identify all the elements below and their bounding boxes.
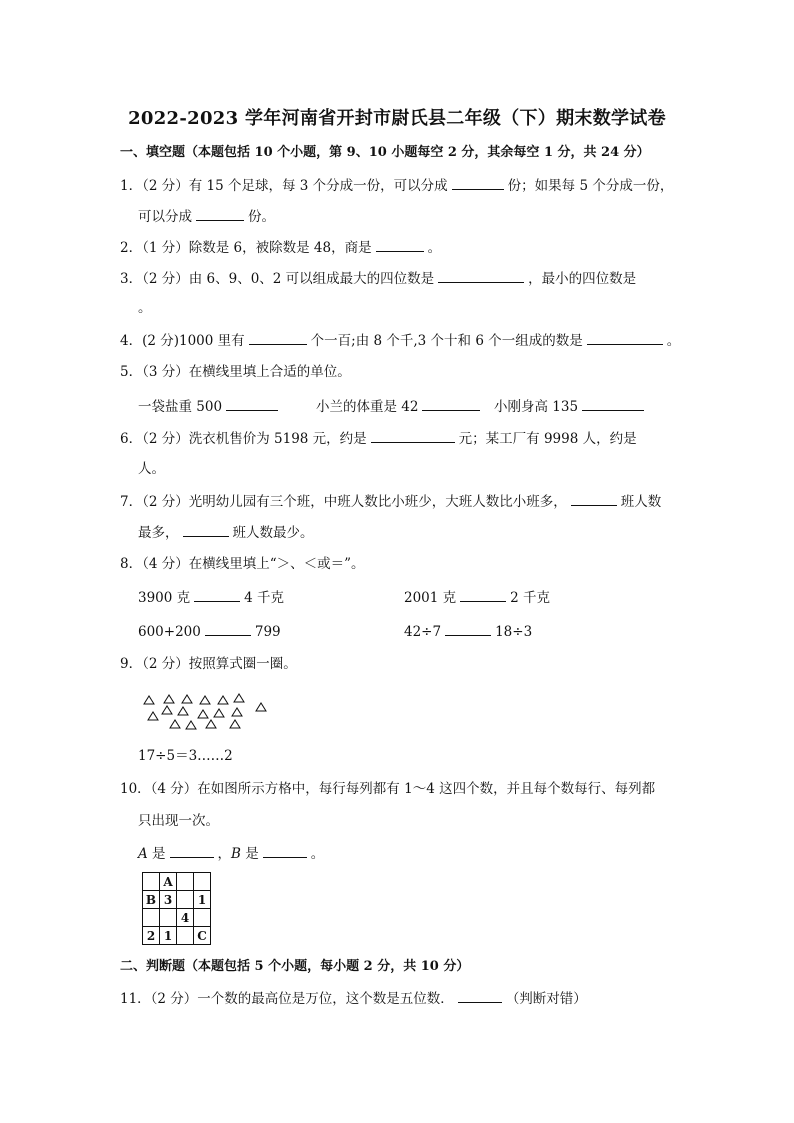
answer-blank[interactable] [460,587,506,602]
q11-text-b: （判断对错） [505,991,587,1007]
q3-text-a: 3．（2 分）由 6、9、0、2 可以组成最大的四位数是 [120,271,435,287]
q7-text-c: 最多， [138,525,179,541]
q8-item-1-left: 3900 克 [138,590,191,606]
triangle-icon[interactable] [178,707,188,715]
grid-cell: B [143,891,160,909]
q8-item-3-left: 600+200 [138,624,201,640]
triangle-icon[interactable] [144,696,154,704]
triangle-icon[interactable] [198,710,208,718]
question-10-line-2: 只出现一次。 [138,813,219,829]
grid-cell [194,873,211,891]
grid-cell: 4 [177,909,194,927]
q10-var-b: B [231,846,241,862]
question-3-line-2: 。 [138,300,152,316]
answer-blank[interactable] [249,330,307,345]
q6-text-b: 元；某工厂有 9998 人，约是 [458,431,637,447]
q8-item-4-left: 42÷7 [404,624,442,640]
triangle-icon[interactable] [256,703,266,711]
grid-cell [143,909,160,927]
section-2-heading: 二、判断题（本题包括 5 个小题，每小题 2 分，共 10 分） [120,959,470,974]
answer-blank[interactable] [438,268,524,283]
grid-cell [177,873,194,891]
q8-item-3 [138,621,281,642]
question-6-line-1 [120,428,637,449]
triangle-icon[interactable] [206,720,216,728]
grid-cell: 3 [160,891,177,909]
q5-item-1 [138,396,282,417]
grid-cell: 1 [194,891,211,909]
answer-blank[interactable] [170,843,214,858]
q10-text: 是 [147,846,166,862]
q2-text-b: 。 [427,240,442,256]
q10-text: ， [217,846,232,862]
triangle-icon[interactable] [218,696,228,704]
answer-blank[interactable] [194,587,240,602]
answer-blank[interactable] [226,396,278,411]
question-1-line-2 [138,206,275,227]
answer-blank[interactable] [458,988,502,1003]
q4-text-c: 。 [666,333,681,349]
q8-item-3-right: 799 [254,624,281,640]
q2-text-a: 2．（1 分）除数是 6，被除数是 48，商是 [120,240,372,256]
question-1-line-1 [120,175,673,196]
grid-cell [194,909,211,927]
q8-item-4-right: 18÷3 [495,624,533,640]
question-4 [120,330,680,351]
q10-text: 。 [310,846,325,862]
q7-text-b: 班人数 [620,494,662,510]
grid-cell: 1 [160,927,177,945]
answer-blank[interactable] [587,330,663,345]
section-1-heading: 一、填空题（本题包括 10 个小题，第 9、10 小题每空 2 分，其余每空 1 分，共 24 分） [120,145,650,160]
question-7-line-1 [120,491,661,512]
question-10-line-3 [138,843,324,864]
q9-formula: 17÷5＝3……2 [138,748,233,764]
triangle-icon[interactable] [148,712,158,720]
q1-text-d: 份。 [248,209,275,225]
q8-item-2-left: 2001 克 [404,590,457,606]
triangle-icon[interactable] [164,695,174,703]
q10-text: 是 [240,846,259,862]
q5-item-1-text: 一袋盐重 500 [138,399,223,415]
answer-blank[interactable] [205,621,251,636]
answer-blank[interactable] [445,621,491,636]
q5-item-3 [494,396,648,417]
grid-cell: A [160,873,177,891]
q10-var-a: A [138,846,148,862]
q8-item-4 [404,621,532,642]
question-7-line-2 [138,522,314,543]
grid-cell [143,873,160,891]
q1-text-b: 份；如果每 5 个分成一份， [507,178,674,194]
q7-text-a: 7．（2 分）光明幼儿园有三个班，中班人数比小班少，大班人数比小班多， [120,494,567,510]
number-grid [142,872,211,945]
grid-cell [177,927,194,945]
question-6-line-2: 人。 [138,461,165,477]
answer-blank[interactable] [183,522,229,537]
grid-cell [160,909,177,927]
triangles-figure [138,690,278,730]
question-10-line-1: 10．（4 分）在如图所示方格中，每行每列都有 1～4 这四个数，并且每个数每行、每列都 [120,781,656,797]
q6-text-a: 6．（2 分）洗衣机售价为 5198 元，约是 [120,431,367,447]
q4-text-a: 4．(2 分)1000 里有 [120,333,245,349]
q8-item-2-right: 2 千克 [510,590,551,606]
answer-blank[interactable] [571,491,617,506]
answer-blank[interactable] [422,396,480,411]
answer-blank[interactable] [582,396,644,411]
question-8: 8．（4 分）在横线里填上“＞、＜或＝”。 [120,556,365,572]
q4-text-b: 个一百;由 8 个千,3 个十和 6 个一组成的数是 [310,333,583,349]
q5-item-2-text: 小兰的体重是 42 [316,399,419,415]
answer-blank[interactable] [452,175,504,190]
question-11 [120,988,587,1009]
q5-item-2 [316,396,484,417]
triangle-icon[interactable] [230,720,240,728]
q5-item-3-text: 小刚身高 135 [494,399,579,415]
grid-cell: C [194,927,211,945]
triangle-icon[interactable] [232,708,242,716]
q7-text-d: 班人数最少。 [232,525,314,541]
q8-item-1-right: 4 千克 [244,590,285,606]
answer-blank[interactable] [371,428,455,443]
question-3-line-1 [120,268,636,289]
question-2 [120,237,441,258]
q11-text-a: 11．（2 分）一个数的最高位是万位，这个数是五位数． [120,991,454,1007]
triangle-icon[interactable] [162,706,172,714]
paper-title: 2022-2023 学年河南省开封市尉氏县二年级（下）期末数学试卷 [128,108,666,129]
grid-cell [177,891,194,909]
triangle-icon[interactable] [170,720,180,728]
triangle-icon[interactable] [182,695,192,703]
triangle-icon[interactable] [214,709,224,717]
q1-text-a: 1．（2 分）有 15 个足球，每 3 个分成一份，可以分成 [120,178,448,194]
question-5: 5．（3 分）在横线里填上合适的单位。 [120,364,351,380]
triangle-icon[interactable] [200,696,210,704]
q3-text-b: ，最小的四位数是 [528,271,637,287]
question-9: 9．（2 分）按照算式圈一圈。 [120,656,297,672]
triangle-icon[interactable] [234,694,244,702]
q8-item-1 [138,587,284,608]
q1-text-c: 可以分成 [138,209,192,225]
answer-blank[interactable] [376,237,424,252]
q8-item-2 [404,587,550,608]
triangle-icon[interactable] [186,721,196,729]
answer-blank[interactable] [263,843,307,858]
grid-cell: 2 [143,927,160,945]
answer-blank[interactable] [196,206,244,221]
